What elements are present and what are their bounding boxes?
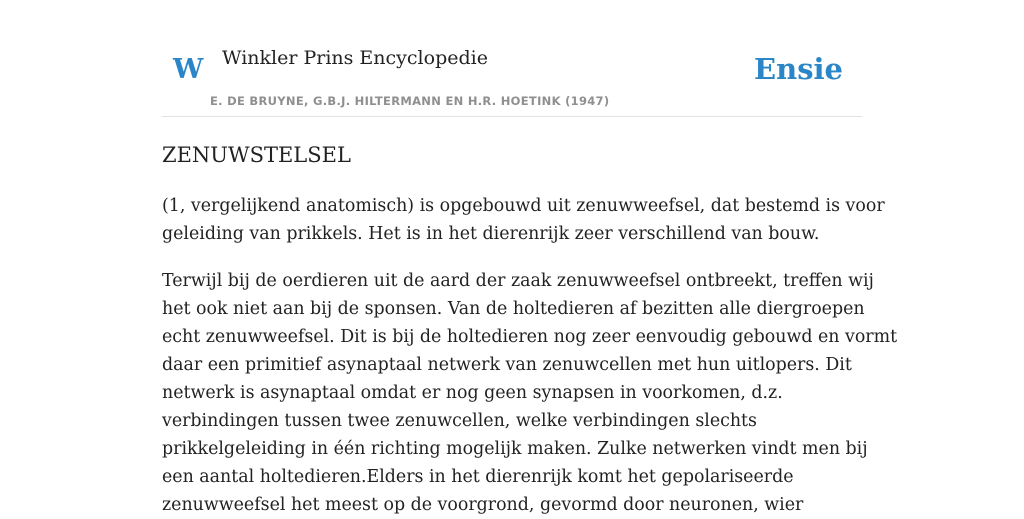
site-header	[162, 0, 862, 117]
paragraph-line: daar een primitief asynaptaal netwerk van zenuwcellen met hun uitlopers. Dit	[162, 355, 852, 375]
entry-paragraph-2	[162, 267, 898, 519]
paragraph-line: Terwijl bij de oerdieren uit de aard der zaak zenuwweefsel ontbreekt, treffen wij	[162, 271, 874, 291]
book-authors: E. DE BRUYNE, G.B.J. HILTERMANN EN H.R. HOETINK (1947)	[210, 94, 610, 108]
paragraph-line: prikkelgeleiding in één richting mogelijk maken. Zulke netwerken vindt men bij	[162, 439, 868, 459]
book-title[interactable]: Winkler Prins Encyclopedie	[222, 47, 488, 69]
paragraph-line: verbindingen tussen twee zenuwcellen, welke verbindingen slechts	[162, 411, 757, 431]
paragraph-line: geleiding van prikkels. Het is in het dierenrijk zeer verschillend van bouw.	[162, 224, 820, 244]
paragraph-line: het ook niet aan bij de sponsen. Van de holtedieren af bezitten alle diergroepen	[162, 299, 865, 319]
paragraph-line: echt zenuwweefsel. Dit is bij de holtedieren nog zeer eenvoudig gebouwd en vormt	[162, 327, 898, 347]
paragraph-line: (1, vergelijkend anatomisch) is opgebouwd uit zenuwweefsel, dat bestemd is voor	[162, 196, 885, 216]
ensie-logo[interactable]: Ensie	[754, 52, 843, 86]
paragraph-line: een aantal holtedieren.Elders in het dierenrijk komt het gepolariseerde	[162, 467, 794, 487]
paragraph-line: zenuwweefsel het meest op de voorgrond, gevormd door neuronen, wier	[162, 495, 804, 515]
paragraph-line: netwerk is asynaptaal omdat er nog geen synapsen in voorkomen, d.z.	[162, 383, 783, 403]
page-container	[162, 0, 898, 515]
entry-title: ZENUWSTELSEL	[162, 143, 351, 167]
entry-paragraph-1	[162, 192, 885, 248]
winkler-prins-logo[interactable]: W	[173, 54, 204, 85]
